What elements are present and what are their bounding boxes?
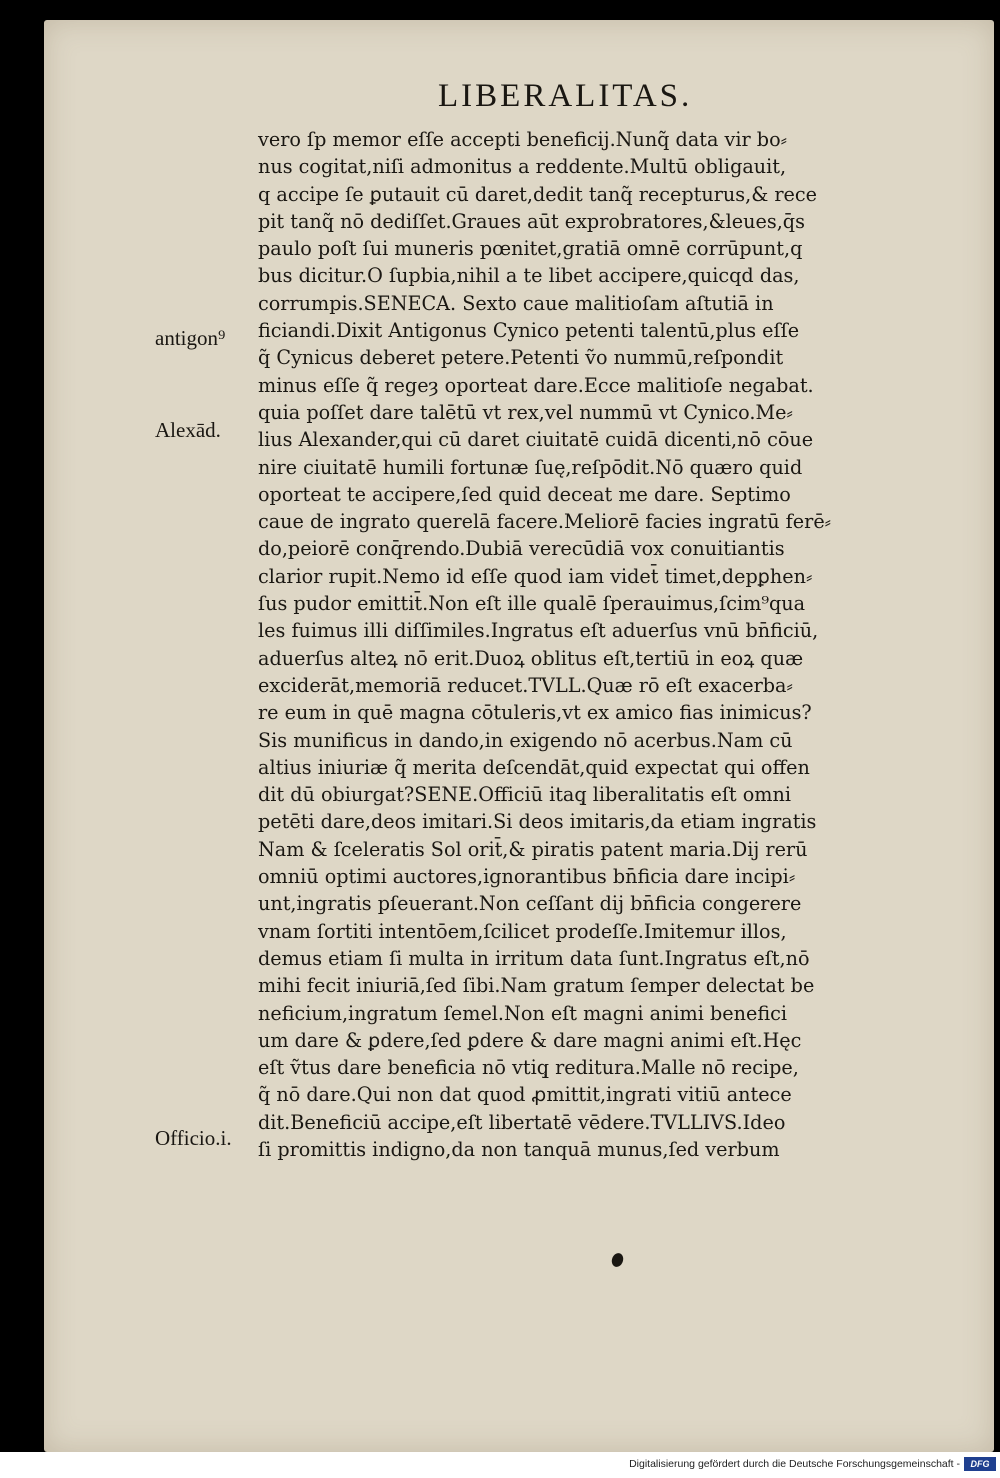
text-line: bus dicitur.O ſupbia,nihil a te libet accipere,quicqd das, (258, 264, 800, 288)
text-line: exciderāt,memoriā reducet.TVLL.Quæ rō eſt exacerba⸗ (258, 673, 793, 697)
text-line: quia poſſet dare talētū vt rex,vel nummū vt Cynico.Me⸗ (258, 400, 793, 424)
text-line: minus eſſe q̃ regeȝ oporteat dare.Ecce malitioſe negabat. (258, 373, 814, 397)
text-line: vnam ſortiti intentōem,ſcilicet prodeſſe.Imitemur illos, (258, 919, 787, 943)
footer-credit: Digitalisierung gefördert durch die Deutsche Forschungsgemeinschaft - (629, 1458, 960, 1470)
footer-bar (0, 1452, 1000, 1478)
text-line: Sis munificus in dando,in exigendo nō acerbus.Nam cū (258, 728, 793, 752)
text-line: um dare & ꝑdere,ſed ꝑdere & dare magni animi eſt.Hęc (258, 1028, 802, 1052)
text-line: q accipe ſe ꝑutauit cū daret,dedit tanq̃ recepturus,& rece (258, 182, 818, 206)
text-line: eſt ṽtus dare beneficia nō vtiq̧ reditura.Malle nō recipe, (258, 1056, 799, 1080)
text-line: vero ſp memor eſſe accepti beneficij.Nunq̃ data vir bo⸗ (258, 128, 788, 151)
text-line: neficium,ingratum ſemel.Non eſt magni animi benefici (258, 1001, 788, 1025)
text-line: aduerſus alteꝝ nō erit.Duoꝝ oblitus eſt,tertiū in eoꝝ quæ (258, 646, 804, 670)
text-line: ſi promittis indigno,da non tanquā munus,ſed verbum (258, 1137, 780, 1161)
text-line: altius iniuriæ q̃ merita deſcendāt,quid expectat qui offen (258, 755, 810, 779)
text-line: corrumpis.SENECA. Sexto caue malitioſam aſtutiā in (258, 291, 774, 315)
text-line: dit dū obiurgat?SENE.Officiū itaq̧ liberalitatis eſt omni (258, 783, 791, 807)
text-line: mihi fecit iniuriā,ſed ſibi.Nam gratum ſemper delectat be (258, 974, 815, 998)
text-line: nus cogitat,niſi admonitus a reddente.Multū obligauit, (258, 155, 787, 179)
text-line: ficiandi.Dixit Antigonus Cynico petenti talentū,plus eſſe (258, 319, 800, 343)
text-line: re eum in quē magna cōtuleris,vt ex amico fias inimicus? (258, 701, 812, 725)
text-line: Nam & ſceleratis Sol orit̄,& piratis patent maria.Dij rerū (258, 837, 808, 861)
dfg-logo: DFG (964, 1457, 996, 1471)
body-text-block (258, 126, 923, 1163)
text-line: dit.Beneficiū accipe,eſt libertatē vēdere.TVLLIVS.Ideo (258, 1110, 786, 1134)
text-line: q̃ nō dare.Qui non dat quod ꝓmittit,ingrati vitiū antece (258, 1083, 792, 1107)
text-line: les fuimus illi diſſimiles.Ingratus eſt aduerſus vnū bn̄ficiū, (258, 619, 819, 643)
text-line: unt,ingratis pſeuerant.Non ceſſant dij bn̄ficia congerere (258, 892, 802, 916)
margin-note-officio: Officio.i. (155, 1126, 232, 1150)
text-line: clarior rupit.Nemo id eſſe quod iam videt̄ timet,depꝑhen⸗ (258, 564, 813, 588)
text-line: caue de ingrato querelā facere.Meliorē facies ingratū ferē⸗ (258, 510, 832, 534)
text-line: oporteat te accipere,ſed quid deceat me dare. Septimo (258, 482, 791, 506)
text-line: lius Alexander,qui cū daret ciuitatē cuidā dicenti,nō cōue (258, 428, 814, 452)
text-line: demus etiam ſi multa in irritum data ſunt.Ingratus eſt,nō (258, 946, 810, 970)
text-line: petēti dare,deos imitari.Si deos imitaris,da etiam ingratis (258, 810, 817, 834)
text-line: paulo poſt ſui muneris pœnitet,gratiā omnē corrūpunt,q (258, 237, 803, 261)
margin-note-alexander: Alexād. (155, 418, 221, 442)
text-line: q̃ Cynicus deberet petere.Petenti ṽo nummū,reſpondit (258, 346, 784, 370)
text-line: pit tanq̃ nō dediſſet.Graues aūt exprobratores,&leues,q̄s (258, 209, 805, 233)
text-line: nire ciuitatē humili fortunæ ſuę,reſpōdit.Nō quæro quid (258, 455, 803, 479)
text-line: omniū optimi auctores,ignorantibus bn̄ficia dare incipi⸗ (258, 865, 796, 889)
text-line: do,peiorē conq̄rendo.Dubiā verecūdiā vox conuitiantis (258, 537, 785, 561)
margin-note-antigonus: antigon⁹ (155, 326, 226, 350)
page-header-title: LIBERALITAS. (438, 78, 693, 114)
text-line: ſus pudor emittit̄.Non eſt ille qualē ſperauimus,ſcim⁹qua (258, 592, 806, 616)
